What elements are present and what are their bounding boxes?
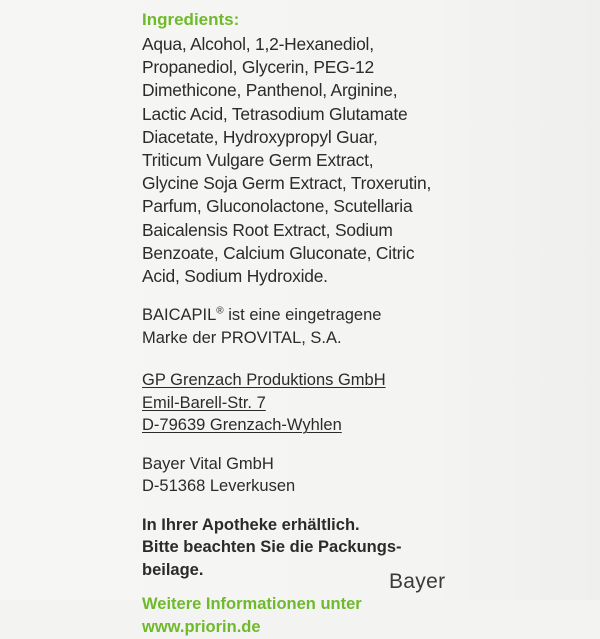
pharmacy-note-line: Bitte beachten Sie die Packungs- (142, 538, 402, 557)
trademark-notice (142, 304, 572, 349)
ingredients-heading: Ingredients: (142, 10, 240, 29)
more-info (142, 593, 572, 639)
ingredients-line: Baicalensis Root Extract, Sodium (142, 219, 393, 240)
trademark-line-1 (142, 304, 572, 327)
distributor-name: Bayer Vital GmbH (142, 454, 274, 473)
manufacturer-name: GP Grenzach Produktions GmbH (142, 371, 386, 390)
manufacturer-address (142, 369, 572, 437)
ingredients-list (142, 33, 572, 288)
pharmacy-note-line: beilage. (142, 560, 204, 579)
distributor-city: D-51368 Leverkusen (142, 477, 296, 496)
ingredients-line: Dimethicone, Panthenol, Arginine, (142, 80, 398, 101)
pharmacy-note-line: In Ihrer Apotheke erhältlich. (142, 515, 360, 534)
distributor-address (142, 453, 572, 498)
ingredients-line: Glycine Soja Germ Extract, Troxerutin, (142, 173, 432, 194)
manufacturer-city: D-79639 Grenzach-Wyhlen (142, 416, 342, 435)
ingredients-line: Propanediol, Glycerin, PEG-12 (142, 57, 374, 78)
trademark-brand: BAICAPIL (142, 306, 217, 325)
trademark-line-1-rest: ist eine eingetragene (223, 306, 382, 325)
more-info-text: Weitere Informationen unter (142, 595, 362, 614)
trademark-line-2: Marke der PROVITAL, S.A. (142, 328, 342, 347)
ingredients-line: Triticum Vulgare Germ Extract, (142, 150, 374, 171)
registered-mark: ® (216, 305, 224, 317)
label-content (142, 8, 572, 639)
ingredients-line: Aqua, Alcohol, 1,2-Hexanediol, (142, 34, 374, 54)
ingredients-line: Parfum, Gluconolactone, Scutellaria (142, 196, 413, 217)
ingredients-line: Lactic Acid, Tetrasodium Glutamate (142, 103, 408, 124)
website-link[interactable]: www.priorin.de (142, 618, 261, 637)
ingredients-line: Acid, Sodium Hydroxide. (142, 266, 328, 287)
manufacturer-street: Emil-Barell-Str. 7 (142, 393, 266, 412)
bayer-logo-text: Bayer (389, 570, 446, 593)
pharmacy-note (142, 514, 572, 582)
ingredients-line: Diacetate, Hydroxypropyl Guar, (142, 126, 378, 147)
ingredients-line: Benzoate, Calcium Gluconate, Citric (142, 242, 415, 263)
